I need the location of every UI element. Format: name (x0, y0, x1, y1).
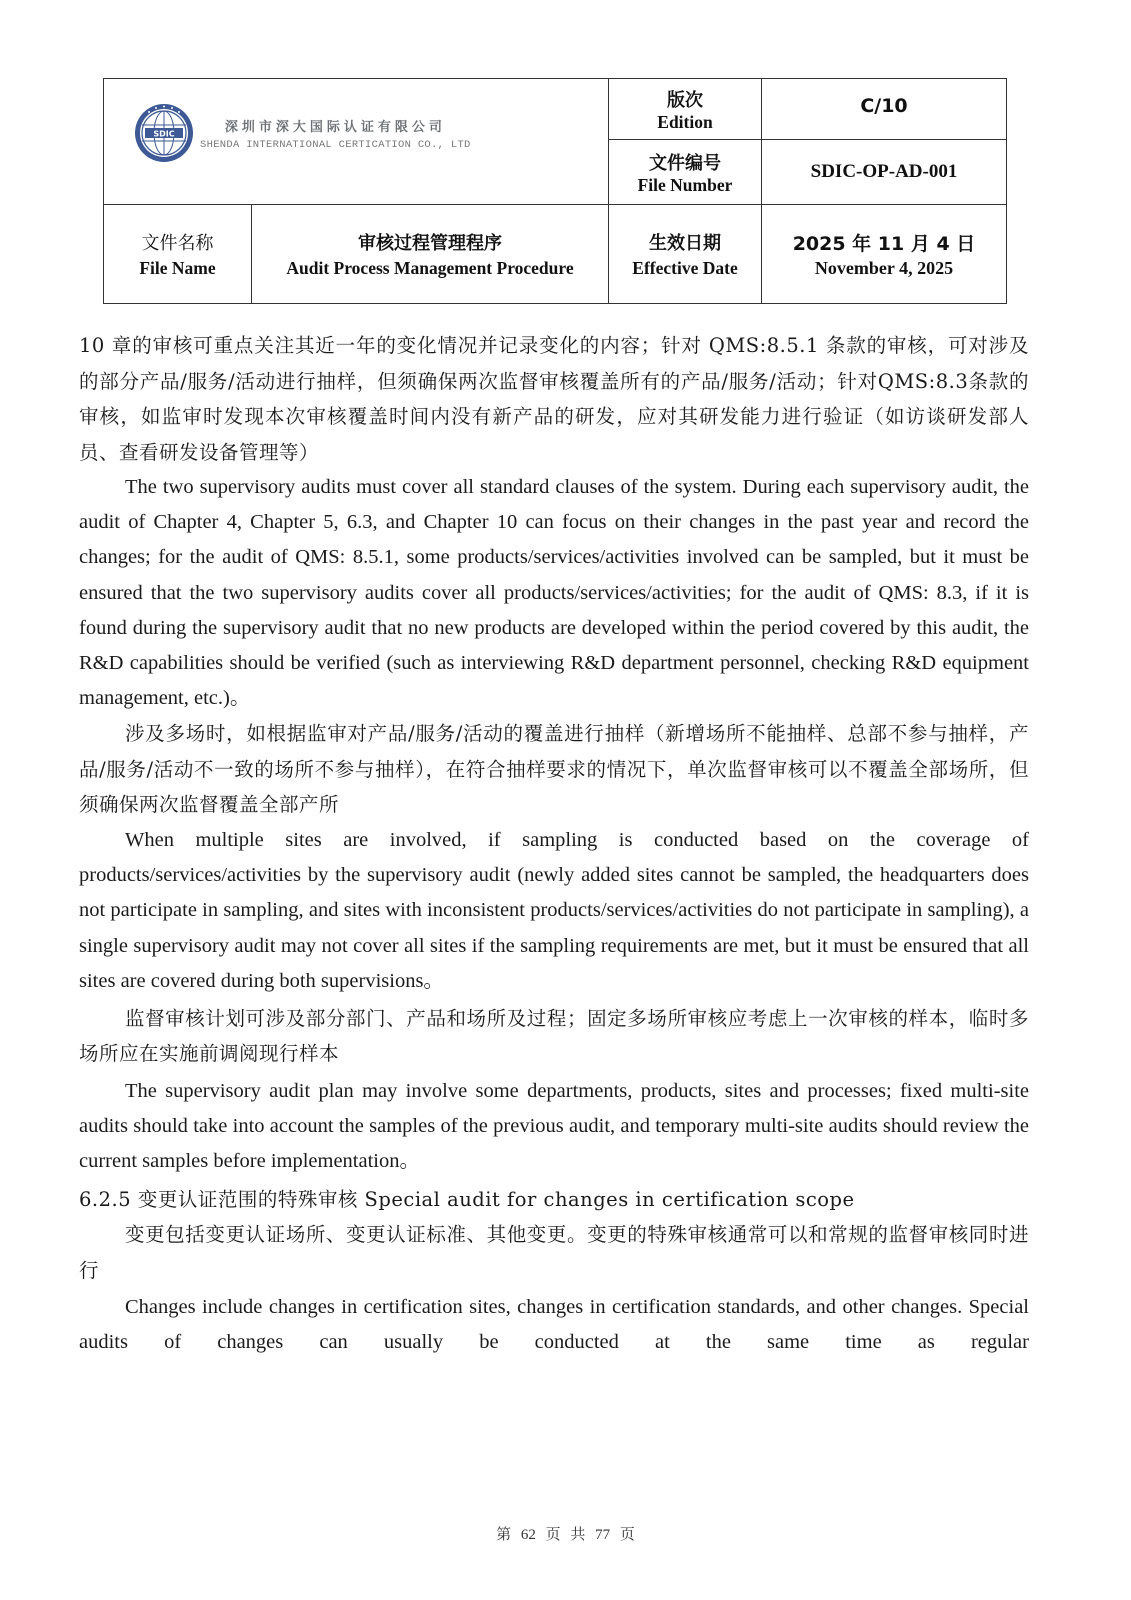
effective-date-value-cell (762, 205, 1006, 303)
file-number-label-cn: 文件编号 (649, 152, 721, 174)
document-body (79, 328, 1029, 1360)
paragraph-cn: 变更包括变更认证场所、变更认证标准、其他变更。变更的特殊审核通常可以和常规的监督审核同时进行 (79, 1223, 1029, 1282)
file-name-label-cell (104, 205, 251, 303)
paragraph-en: The two supervisory audits must cover all standard clauses of the system. During each supervisory audit, the audit of Chapter 4, Chapter 5, 6.3, and Chapter 10 can focus on their changes in the past year and record the changes; for the audit of QMS: 8.5.1, some products/services/activities involved can be sampled, but it must be ensured that the two supervisory audits cover all products/services/activities; for the audit of QMS: 8.3, if it is found during the supervisory audit that no new products are developed within the period covered by this audit, the R&D capabilities should be verified (such as interviewing R&D department personnel, checking R&D equipment management, etc.)。 (79, 476, 1029, 710)
effective-date-label-cn: 生效日期 (649, 233, 721, 254)
company-name-en: SHENDA INTERNATIONAL CERTICATION CO., LTD (200, 138, 471, 151)
edition-value-cell (762, 79, 1006, 139)
file-name-label-cn: 文件名称 (141, 233, 214, 254)
svg-text:SDIC: SDIC (153, 129, 175, 139)
file-name-value-en: Audit Process Management Procedure (286, 258, 574, 278)
file-number-value-cell (762, 140, 1006, 204)
file-name-value-cell (252, 205, 608, 303)
section-heading: 6.2.5 变更认证范围的特殊审核 Special audit for changes in certification scope (79, 1187, 855, 1211)
paragraph-en: Changes include changes in certification sites, changes in certification standards, and other changes. Special audits of changes can usually be conducted at the same time as regular (79, 1296, 1029, 1354)
company-name-cn: 深圳市深大国际认证有限公司 (224, 119, 446, 135)
document-header-table (103, 78, 1007, 304)
file-name-label-en: File Name (139, 258, 216, 278)
paragraph-cn: 10 章的审核可重点关注其近一年的变化情况并记录变化的内容；针对 QMS:8.5.1 条款的审核，可对涉及的部分产品/服务/活动进行抽样，但须确保两次监督审核覆盖所有的产品/服务/活动；针对QMS:8.3条款的审核，如监审时发现本次审核覆盖时间内没有新产品的研发，应对其研发能力进行验证（如访谈研发部人员、查看研发设备管理等） (79, 334, 1029, 464)
page-indicator: 第 62 页 共 77 页 (496, 1527, 635, 1543)
paragraph-en: The supervisory audit plan may involve some departments, products, sites and processes; fixed multi-site audits should take into account the samples of the previous audit, and temporary multi-site audits should review the current samples before implementation。 (79, 1079, 1029, 1173)
paragraph-en: When multiple sites are involved, if sampling is conducted based on the coverage of products/services/activities by the supervisory audit (newly added sites cannot be sampled, the headquarters does not participate in sampling, and sites with inconsistent products/services/activities do not participate in sampling), a single supervisory audit may not cover all sites if the sampling requirements are met, but it must be ensured that all sites are covered during both supervisions。 (79, 828, 1029, 992)
file-number-label-cell (609, 140, 761, 204)
effective-date-label-en: Effective Date (632, 258, 738, 278)
file-name-value-cn: 审核过程管理程序 (358, 233, 502, 254)
edition-label-en: Edition (657, 111, 713, 132)
company-logo (134, 103, 471, 163)
company-logo-cell (104, 79, 609, 205)
paragraph-cn: 涉及多场时，如根据监审对产品/服务/活动的覆盖进行抽样（新增场所不能抽样、总部不参与抽样，产品/服务/活动不一致的场所不参与抽样），在符合抽样要求的情况下，单次监督审核可以不覆盖全部场所，但须确保两次监督覆盖全部产所 (79, 722, 1029, 817)
effective-date-value-en: November 4, 2025 (814, 258, 954, 278)
edition-label-cn: 版次 (667, 89, 703, 111)
edition-value: C/10 (860, 95, 908, 117)
edition-label-cell (609, 79, 761, 139)
effective-date-label-cell (609, 205, 761, 303)
file-number-label-en: File Number (637, 174, 733, 195)
paragraph-cn: 监督审核计划可涉及部分部门、产品和场所及过程；固定多场所审核应考虑上一次审核的样本，临时多场所应在实施前调阅现行样本 (79, 1006, 1029, 1066)
file-number-value: SDIC-OP-AD-001 (810, 161, 958, 182)
effective-date-value-cn: 2025 年 11 月 4 日 (792, 233, 976, 255)
sdic-globe-logo-icon (134, 103, 194, 163)
